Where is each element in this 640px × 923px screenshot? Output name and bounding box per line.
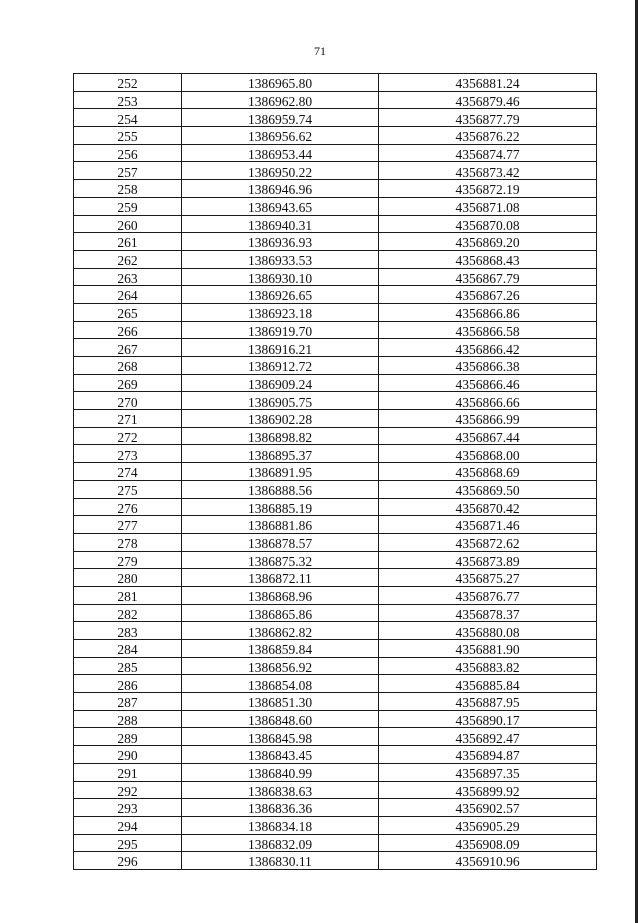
y-coordinate-cell: 4356870.08	[379, 215, 597, 233]
y-coordinate-cell: 4356866.38	[379, 357, 597, 375]
point-number-cell: 296	[74, 852, 182, 870]
table-row	[74, 604, 597, 622]
y-coordinate-cell: 4356870.42	[379, 498, 597, 516]
table-row	[74, 498, 597, 516]
point-number-cell: 294	[74, 816, 182, 834]
y-coordinate-cell: 4356877.79	[379, 109, 597, 127]
table-row	[74, 551, 597, 569]
table-row	[74, 303, 597, 321]
table-row	[74, 746, 597, 764]
y-coordinate-cell: 4356892.47	[379, 728, 597, 746]
point-number-cell: 282	[74, 604, 182, 622]
x-coordinate-cell: 1386940.31	[182, 215, 379, 233]
page-number: 71	[314, 44, 326, 58]
x-coordinate-cell: 1386881.86	[182, 516, 379, 534]
x-coordinate-cell: 1386845.98	[182, 728, 379, 746]
y-coordinate-cell: 4356883.82	[379, 657, 597, 675]
x-coordinate-cell: 1386909.24	[182, 374, 379, 392]
table-row	[74, 852, 597, 870]
table-row	[74, 286, 597, 304]
coordinate-table	[73, 73, 597, 870]
point-number-cell: 261	[74, 233, 182, 251]
x-coordinate-cell: 1386905.75	[182, 392, 379, 410]
table-row	[74, 728, 597, 746]
table-row	[74, 233, 597, 251]
table-row	[74, 250, 597, 268]
x-coordinate-cell: 1386830.11	[182, 852, 379, 870]
page-edge	[635, 0, 638, 923]
x-coordinate-cell: 1386832.09	[182, 834, 379, 852]
x-coordinate-cell: 1386956.62	[182, 127, 379, 145]
point-number-cell: 272	[74, 427, 182, 445]
y-coordinate-cell: 4356876.77	[379, 586, 597, 604]
point-number-cell: 277	[74, 516, 182, 534]
table-row	[74, 268, 597, 286]
y-coordinate-cell: 4356874.77	[379, 144, 597, 162]
point-number-cell: 266	[74, 321, 182, 339]
x-coordinate-cell: 1386851.30	[182, 693, 379, 711]
y-coordinate-cell: 4356881.90	[379, 640, 597, 658]
y-coordinate-cell: 4356880.08	[379, 622, 597, 640]
x-coordinate-cell: 1386930.10	[182, 268, 379, 286]
y-coordinate-cell: 4356867.44	[379, 427, 597, 445]
table-row	[74, 392, 597, 410]
x-coordinate-cell: 1386856.92	[182, 657, 379, 675]
table-row	[74, 586, 597, 604]
point-number-cell: 290	[74, 746, 182, 764]
point-number-cell: 288	[74, 710, 182, 728]
x-coordinate-cell: 1386902.28	[182, 410, 379, 428]
point-number-cell: 289	[74, 728, 182, 746]
table-row	[74, 763, 597, 781]
y-coordinate-cell: 4356871.46	[379, 516, 597, 534]
y-coordinate-cell: 4356868.00	[379, 445, 597, 463]
table-row	[74, 445, 597, 463]
point-number-cell: 292	[74, 781, 182, 799]
table-row	[74, 693, 597, 711]
x-coordinate-cell: 1386923.18	[182, 303, 379, 321]
point-number-cell: 252	[74, 74, 182, 92]
y-coordinate-cell: 4356902.57	[379, 799, 597, 817]
point-number-cell: 279	[74, 551, 182, 569]
table-row	[74, 162, 597, 180]
x-coordinate-cell: 1386840.99	[182, 763, 379, 781]
x-coordinate-cell: 1386965.80	[182, 74, 379, 92]
point-number-cell: 258	[74, 180, 182, 198]
point-number-cell: 280	[74, 569, 182, 587]
x-coordinate-cell: 1386936.93	[182, 233, 379, 251]
x-coordinate-cell: 1386916.21	[182, 339, 379, 357]
table-row	[74, 675, 597, 693]
y-coordinate-cell: 4356866.99	[379, 410, 597, 428]
x-coordinate-cell: 1386891.95	[182, 463, 379, 481]
y-coordinate-cell: 4356894.87	[379, 746, 597, 764]
y-coordinate-cell: 4356879.46	[379, 91, 597, 109]
y-coordinate-cell: 4356872.62	[379, 533, 597, 551]
table-row	[74, 463, 597, 481]
x-coordinate-cell: 1386953.44	[182, 144, 379, 162]
table-row	[74, 569, 597, 587]
y-coordinate-cell: 4356866.58	[379, 321, 597, 339]
y-coordinate-cell: 4356878.37	[379, 604, 597, 622]
x-coordinate-cell: 1386912.72	[182, 357, 379, 375]
x-coordinate-cell: 1386962.80	[182, 91, 379, 109]
x-coordinate-cell: 1386872.11	[182, 569, 379, 587]
table-row	[74, 781, 597, 799]
y-coordinate-cell: 4356867.79	[379, 268, 597, 286]
table-row	[74, 144, 597, 162]
table-body	[74, 74, 597, 870]
table-row	[74, 215, 597, 233]
y-coordinate-cell: 4356881.24	[379, 74, 597, 92]
x-coordinate-cell: 1386838.63	[182, 781, 379, 799]
point-number-cell: 293	[74, 799, 182, 817]
point-number-cell: 257	[74, 162, 182, 180]
point-number-cell: 264	[74, 286, 182, 304]
y-coordinate-cell: 4356866.42	[379, 339, 597, 357]
y-coordinate-cell: 4356869.20	[379, 233, 597, 251]
y-coordinate-cell: 4356866.86	[379, 303, 597, 321]
y-coordinate-cell: 4356871.08	[379, 197, 597, 215]
point-number-cell: 285	[74, 657, 182, 675]
x-coordinate-cell: 1386836.36	[182, 799, 379, 817]
table-row	[74, 410, 597, 428]
x-coordinate-cell: 1386959.74	[182, 109, 379, 127]
point-number-cell: 263	[74, 268, 182, 286]
point-number-cell: 269	[74, 374, 182, 392]
point-number-cell: 259	[74, 197, 182, 215]
table-row	[74, 816, 597, 834]
table-row	[74, 91, 597, 109]
y-coordinate-cell: 4356868.43	[379, 250, 597, 268]
y-coordinate-cell: 4356866.66	[379, 392, 597, 410]
x-coordinate-cell: 1386933.53	[182, 250, 379, 268]
point-number-cell: 295	[74, 834, 182, 852]
x-coordinate-cell: 1386943.65	[182, 197, 379, 215]
y-coordinate-cell: 4356910.96	[379, 852, 597, 870]
x-coordinate-cell: 1386848.60	[182, 710, 379, 728]
y-coordinate-cell: 4356867.26	[379, 286, 597, 304]
table-row	[74, 427, 597, 445]
x-coordinate-cell: 1386862.82	[182, 622, 379, 640]
x-coordinate-cell: 1386859.84	[182, 640, 379, 658]
y-coordinate-cell: 4356908.09	[379, 834, 597, 852]
y-coordinate-cell: 4356868.69	[379, 463, 597, 481]
table-row	[74, 710, 597, 728]
point-number-cell: 253	[74, 91, 182, 109]
point-number-cell: 284	[74, 640, 182, 658]
point-number-cell: 267	[74, 339, 182, 357]
y-coordinate-cell: 4356885.84	[379, 675, 597, 693]
table-row	[74, 321, 597, 339]
point-number-cell: 291	[74, 763, 182, 781]
point-number-cell: 283	[74, 622, 182, 640]
table-row	[74, 516, 597, 534]
x-coordinate-cell: 1386898.82	[182, 427, 379, 445]
point-number-cell: 255	[74, 127, 182, 145]
point-number-cell: 254	[74, 109, 182, 127]
x-coordinate-cell: 1386843.45	[182, 746, 379, 764]
x-coordinate-cell: 1386946.96	[182, 180, 379, 198]
table-row	[74, 799, 597, 817]
point-number-cell: 278	[74, 533, 182, 551]
point-number-cell: 265	[74, 303, 182, 321]
table-row	[74, 640, 597, 658]
x-coordinate-cell: 1386868.96	[182, 586, 379, 604]
point-number-cell: 276	[74, 498, 182, 516]
x-coordinate-cell: 1386926.65	[182, 286, 379, 304]
point-number-cell: 273	[74, 445, 182, 463]
table-row	[74, 657, 597, 675]
x-coordinate-cell: 1386865.86	[182, 604, 379, 622]
table-row	[74, 834, 597, 852]
y-coordinate-cell: 4356899.92	[379, 781, 597, 799]
table-row	[74, 127, 597, 145]
y-coordinate-cell: 4356866.46	[379, 374, 597, 392]
table-row	[74, 74, 597, 92]
y-coordinate-cell: 4356873.89	[379, 551, 597, 569]
y-coordinate-cell: 4356905.29	[379, 816, 597, 834]
x-coordinate-cell: 1386834.18	[182, 816, 379, 834]
x-coordinate-cell: 1386854.08	[182, 675, 379, 693]
point-number-cell: 271	[74, 410, 182, 428]
point-number-cell: 281	[74, 586, 182, 604]
point-number-cell: 270	[74, 392, 182, 410]
y-coordinate-cell: 4356875.27	[379, 569, 597, 587]
x-coordinate-cell: 1386950.22	[182, 162, 379, 180]
y-coordinate-cell: 4356869.50	[379, 480, 597, 498]
y-coordinate-cell: 4356876.22	[379, 127, 597, 145]
x-coordinate-cell: 1386888.56	[182, 480, 379, 498]
table-row	[74, 480, 597, 498]
x-coordinate-cell: 1386885.19	[182, 498, 379, 516]
table-row	[74, 622, 597, 640]
point-number-cell: 274	[74, 463, 182, 481]
y-coordinate-cell: 4356897.35	[379, 763, 597, 781]
x-coordinate-cell: 1386875.32	[182, 551, 379, 569]
point-number-cell: 256	[74, 144, 182, 162]
table-row	[74, 180, 597, 198]
point-number-cell: 286	[74, 675, 182, 693]
point-number-cell: 268	[74, 357, 182, 375]
table-row	[74, 533, 597, 551]
table-row	[74, 374, 597, 392]
x-coordinate-cell: 1386919.70	[182, 321, 379, 339]
y-coordinate-cell: 4356890.17	[379, 710, 597, 728]
point-number-cell: 260	[74, 215, 182, 233]
table-row	[74, 339, 597, 357]
x-coordinate-cell: 1386878.57	[182, 533, 379, 551]
y-coordinate-cell: 4356873.42	[379, 162, 597, 180]
point-number-cell: 287	[74, 693, 182, 711]
point-number-cell: 262	[74, 250, 182, 268]
x-coordinate-cell: 1386895.37	[182, 445, 379, 463]
table-row	[74, 109, 597, 127]
y-coordinate-cell: 4356887.95	[379, 693, 597, 711]
table-row	[74, 197, 597, 215]
table-row	[74, 357, 597, 375]
point-number-cell: 275	[74, 480, 182, 498]
y-coordinate-cell: 4356872.19	[379, 180, 597, 198]
